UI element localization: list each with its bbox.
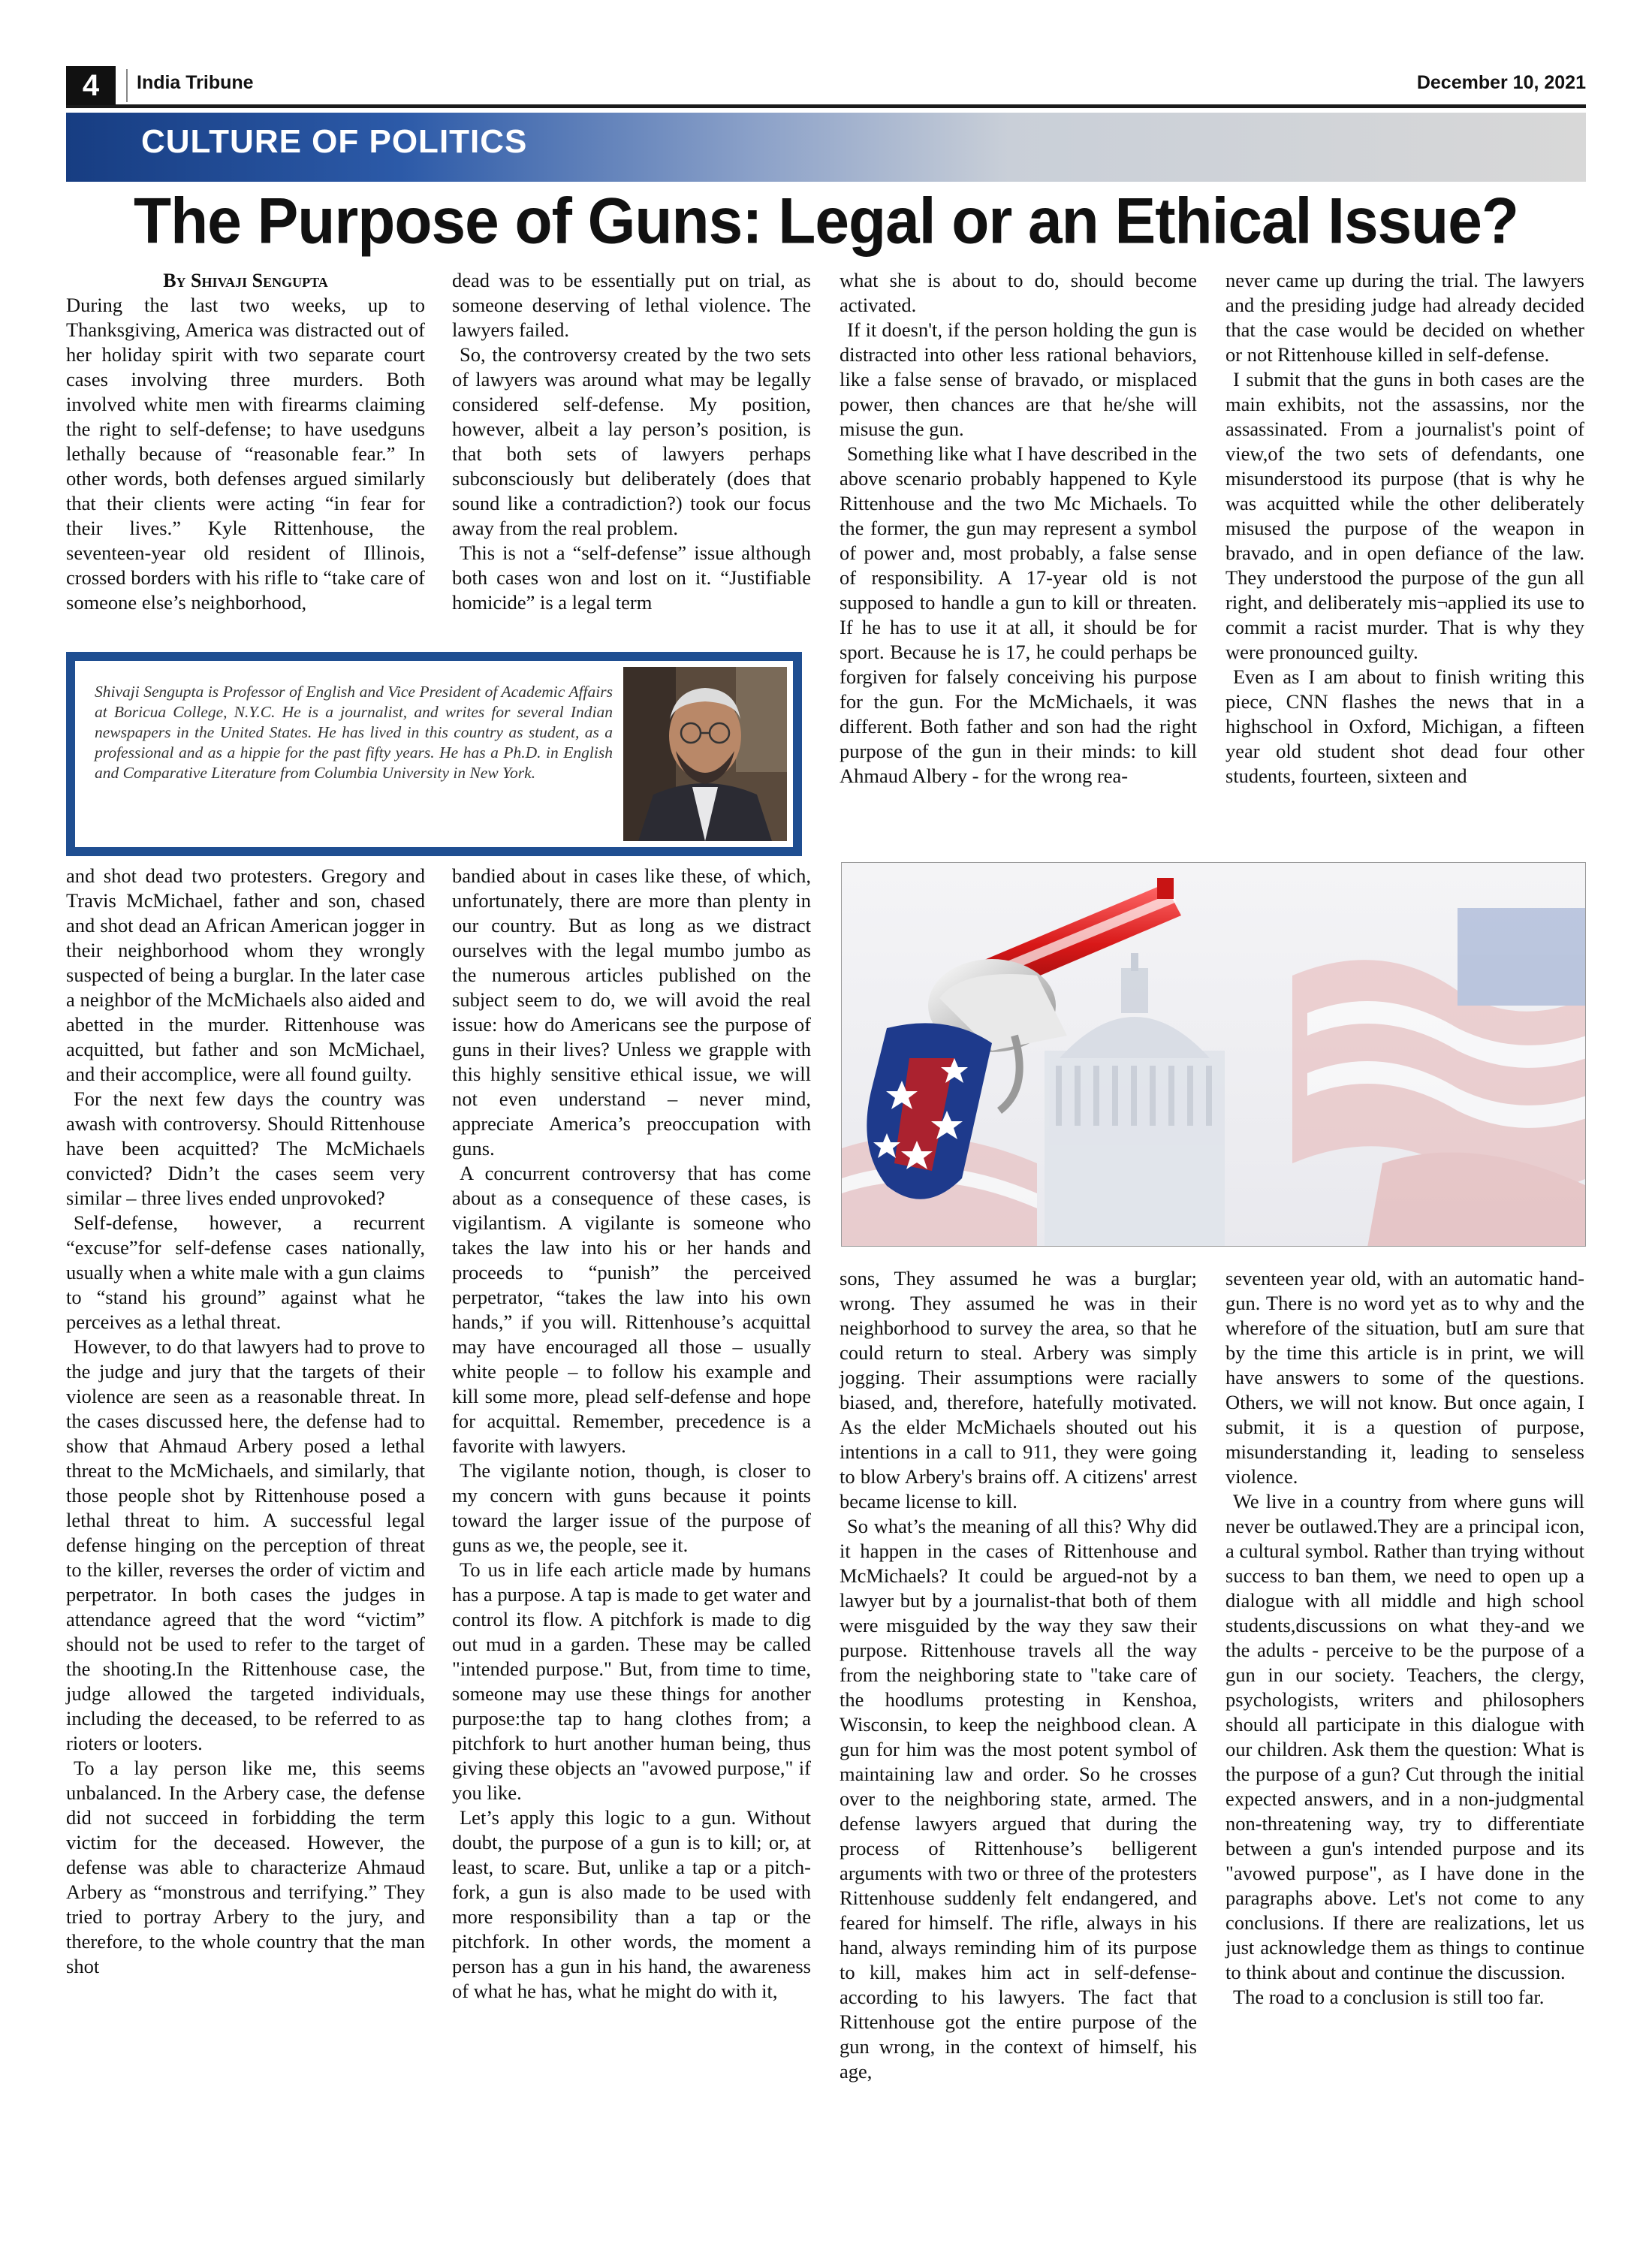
article-headline: The Purpose of Guns: Legal or an Ethical Issue? (134, 185, 1518, 258)
column-2-bottom (452, 864, 811, 2004)
paragraph: bandied about in cases like these, of which, unfortunately, there are more than plenty in our country. But as long as we distract ourselves with the legal mumbo jumbo as the numerous articles published on the subject seem to do, we will avoid the real issue: how do Americans see the purpose of guns in their lives? Unless we grapple with this highly sensitive ethical issue, we will not even understand – never mind, appreciate America’s preoccupation with guns. (452, 864, 811, 1160)
page-number: 4 (66, 66, 116, 105)
paragraph: what she is about to do, should become activated. (840, 269, 1197, 316)
paragraph: The road to a conclusion is still too far. (1233, 1986, 1545, 2008)
column-1-top (66, 268, 425, 615)
paragraph: seventeen year old, with an automatic hand-gun. There is no word yet as to why and the wherefore of the situation, butI am sure that by the time this article is in print, we will have answers to some of the questions. Others, we will not know. But once again, I submit, it is a question of purpose, misunderstanding it, leading to senseless violence. (1225, 1267, 1584, 1488)
paragraph: So, the controversy created by the two sets of lawyers was around what may be legally considered self-defense. My position, however, albeit a lay person’s position, is that both sets of lawyers perhaps subconsciously but deliberately (does that sound like a contradiction?) took our focus away from the real problem. (452, 343, 811, 539)
paragraph: Even as I am about to finish writing this piece, CNN flashes the news that in a highschool in Oxford, Michigan, a fifteen year old student shot dead four other students, fourteen, sixteen and (1225, 665, 1584, 787)
column-3-bottom (840, 1266, 1197, 2084)
author-photo (623, 667, 787, 841)
paragraph: The vigilante notion, though, is closer to my concern with guns because it points toward the larger issue of the purpose of guns as we, the people, see it. (452, 1459, 811, 1556)
issue-date: December 10, 2021 (1416, 72, 1586, 93)
paragraph: never came up during the trial. The lawyers and the presiding judge had already decided that the case would be decided on whether or not Rittenhouse killed in self-defense. (1225, 269, 1584, 366)
masthead-divider (126, 69, 128, 102)
paragraph: Let’s apply this logic to a gun. Without doubt, the purpose of a gun is to kill; or, at least, to scare. But, unlike a tap or a pitch-fork, a gun is also made to be used with more responsibility than a tap or the pitchfork. In other words, the moment a person has a gun in his hand, the awareness of what he has, what he might do with it, (452, 1806, 811, 2002)
masthead (66, 66, 1586, 108)
paragraph: If it doesn't, if the person holding the gun is distracted into other less rational behaviors, like a false sense of bravado, or misplaced power, then chances are that he/she will misuse the gun. (840, 318, 1197, 440)
paragraph: and shot dead two protesters. Gregory and Travis McMichael, father and son, chased and shot dead an African American jogger in their neighborhood whom they wrongly suspected of being a burglar. In the later case a neighbor of the McMichaels also aided and abetted in the murder. Rittenhouse was acquitted, but father and son McMichael, and their accomplice, were all found guilty. (66, 864, 425, 1085)
column-2-top (452, 268, 811, 615)
paragraph: For the next few days the country was awash with controversy. Should Rittenhouse have been acquitted? The McMichaels convicted? Didn’t the cases seem very similar – three lives ended unprovoked? (66, 1087, 425, 1209)
paragraph: During the last two weeks, up to Thanksgiving, America was distracted out of her holiday spirit with two separate court cases involving three murders. Both involved white men with firearms claiming the right to self-defense; to have usedguns lethally because of “reasonable fear.” In other words, both defenses argued similarly that their clients were acting “in fear for their lives.” Kyle Rittenhouse, the seventeen-year old resident of Illinois, crossed borders with his rifle to “take care of someone else’s neighborhood, (66, 294, 425, 614)
column-1-bottom (66, 864, 425, 1979)
paragraph: We live in a country from where guns will never be outlawed.They are a principal icon, a cultural symbol. Rather than trying without success to ban them, we need to open up a dialogue with all middle and high school students,discussions on what they-and we the adults - perceive to be the purpose of a gun in our society. Teachers, the clergy, psychologists, writers and philosophers should all participate in this dialogue with our children. Ask them the question: What is the purpose of a gun? Cut through the initial expected answers, and in a non-judgmental non-threatening way, try to differentiate between a gun's intended purpose and its "avowed purpose", as I have done in the paragraphs above. Let's not come to any conclusions. If there are realizations, let us just acknowledge them as things to continue to think about and continue the discussion. (1225, 1490, 1584, 1983)
byline: By Shivaji Sengupta (163, 270, 328, 291)
column-4-bottom (1225, 1266, 1584, 2010)
paragraph: dead was to be essentially put on trial, as someone deserving of lethal violence. The lawyers failed. (452, 269, 811, 341)
column-3-top (840, 268, 1197, 789)
paragraph: I submit that the guns in both cases are the main exhibits, not the assassins, nor the assassinated. From a journalist's point of view,of the two sets of defendants, one misunderstood its purpose (that is why he was acquitted while the other deliberately misused the purpose of the weapon in bravado, and in open defiance of the law. They understood the purpose of the gun all right, and deliberately mis¬applied its use to commit a racist murder. That is why they were pronounced guilty. (1225, 368, 1584, 663)
paragraph: A concurrent controversy that has come about as a consequence of these cases, is vigilantism. A vigilante is someone who takes the law into his or her hands and proceeds to “punish” the perceived perpetrator, “takes the law into his own hands,” if you will. Rittenhouse’s acquittal may have encouraged all those – usually white people – to follow his example and kill some more, plead self-defense and hope for acquittal. Remember, precedence is a favorite with lawyers. (452, 1162, 811, 1457)
paragraph: However, to do that lawyers had to prove to the judge and jury that the targets of their violence are seen as a reasonable threat. In the cases discussed here, the defense had to show that Ahmaud Arbery posed a lethal threat to the McMichaels, and similarly, that those people shot by Rittenhouse posed a lethal threat to him. A successful legal defense hinging on the perception of threat to the killer, reverses the order of victim and perpetrator. In both cases the judges in attendance agreed that the word “victim” should not be used to refer to the target of the shooting.In the Rittenhouse case, the judge allowed the targeted individuals, including the deceased, to be referred to as rioters or looters. (66, 1335, 425, 1754)
author-bio-text: Shivaji Sengupta is Professor of English and Vice President of Academic Affairs at Boricua College, N.Y.C. He is a journalist, and writes for several Indian newspapers in the United States. He has lived in this country as student, as a professional and as a hippie for the past fifty years. He has a Ph.D. in English and Comparative Literature from Columbia University in New York. (95, 683, 613, 782)
gun-flag-illustration (841, 862, 1586, 1247)
paragraph: This is not a “self-defense” issue although both cases won and lost on it. “Justifiable homicide” is a legal term (452, 541, 811, 614)
paragraph: sons, They assumed he was a burglar; wrong. They assumed he was in their neighborhood to survey the area, so that he could return to steal. Arbery was simply jogging. Their assumptions were racially biased, and, therefore, hatefully motivated. As the elder McMichaels shouted out his intentions in a call to 911, they were going to blow Arbery's brains off. A citizens' arrest became license to kill. (840, 1267, 1197, 1513)
author-bio-panel (75, 661, 793, 847)
author-bio-box (66, 652, 802, 856)
paragraph: Something like what I have described in the above scenario probably happened to Kyle Rittenhouse and the two Mc Michaels. To the former, the gun may represent a symbol of power and, most probably, a false sense of responsibility. A 17-year old is not supposed to handle a gun to kill or threaten. If he has to use it at all, it should be for sport. Because he is 17, he could perhaps be forgiven for falsely conceiving his purpose for the gun. For the McMichaels, it was different. Both father and son had the right purpose of the gun in their minds: to kill Ahmaud Albery - for the wrong rea- (840, 442, 1197, 787)
section-title: CULTURE OF POLITICS (141, 123, 528, 160)
paragraph: Self-defense, however, a recurrent “excuse”for self-defense cases nationally, usually when a white male with a gun claims to “stand his ground” against what he perceives as a lethal threat. (66, 1211, 425, 1333)
paragraph: So what’s the meaning of all this? Why did it happen in the cases of Rittenhouse and McMichaels? It could be argued-not by a lawyer but by a journalist-that both of them were misguided by the way they saw their purpose. Rittenhouse travels all the way from the neighboring state to "take care of the hoodlums protesting in Kenshoa, Wisconsin, to keep the neighbood clean. A gun for him was the most potent symbol of maintaining law and order. So he crosses over to the neighboring state, armed. The defense lawyers argued that during the process of Rittenhouse’s belligerent arguments with two or three of the protesters Rittenhouse suddenly felt endangered, and feared for himself. The rifle, always in his hand, always reminding him of its purpose to kill, makes him act in self-defense- according to his lawyers. The fact that Rittenhouse got the entire purpose of the gun wrong, in the context of himself, his age, (840, 1515, 1197, 2083)
publication-name: India Tribune (137, 72, 254, 93)
section-banner (66, 113, 1586, 182)
paragraph: To a lay person like me, this seems unbalanced. In the Arbery case, the defense did not succeed in forbidding the term victim for the deceased. However, the defense was able to characterize Ahmaud Arbery as “monstrous and terrifying.” They tried to portray Arbery to the jury, and therefore, to the whole country that the man shot (66, 1757, 425, 1977)
paragraph: To us in life each article made by humans has a purpose. A tap is made to get water and control its flow. A pitchfork is made to dig out mud in a garden. These may be called "intended purpose." But, from time to time, someone may use these things for another purpose:the tap to hang clothes from; a pitchfork to hurt another human being, thus giving these objects an "avowed purpose," if you like. (452, 1558, 811, 1804)
column-4-top (1225, 268, 1584, 789)
